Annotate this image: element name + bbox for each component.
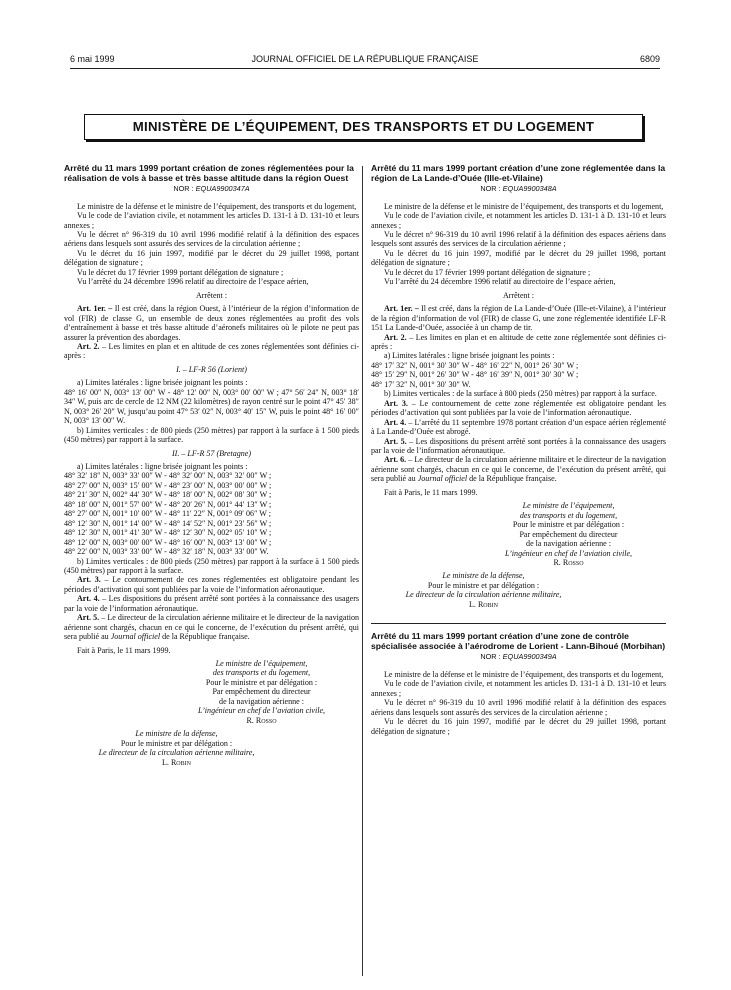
nor-code: EQUA9900348A [502, 184, 557, 194]
right-column [371, 164, 666, 736]
zone-point-line: 48° 15′ 29″ N, 001° 26′ 30″ W - 48° 16′ 39″ N, 001° 30′ 30″ W ; [371, 370, 579, 380]
preamble-line: Vu le décret du 16 juin 1997, modifié par le décret du 29 juillet 1998, portant délégation de signature ; [64, 248, 359, 268]
article-label: Art. 2. [77, 341, 100, 351]
zone-point-line: 48° 12′ 30″ N, 001° 41′ 30″ W - 48° 12′ 30″ N, 002° 05′ 10″ W ; [64, 528, 272, 538]
nor-label: NOR : [480, 184, 501, 194]
zone-lateral-limits: a) Limites latérales : ligne brisée joignant les points : [384, 351, 555, 361]
article-label: Art. 2. [384, 332, 407, 342]
signatory-name: L. Robin [162, 757, 191, 767]
signature-block: Le ministre de l’équipement, des transports et du logement, Pour le ministre et par délégation : Par empêchement du directeur de la navigation aérienne : L’ingénieur en chef de l’aviation civile, R. Rosso [371, 501, 666, 567]
zone-point-line: 48° 22′ 00″ N, 003° 33′ 00″ W - 48° 32′ 18″ N, 003° 33′ 00″ W. [64, 547, 269, 557]
decree-title: Arrêté du 11 mars 1999 portant création de zones réglementées pour la réalisation de vols à basse et très basse altitude dans la région Ouest [64, 163, 354, 183]
zone-point-line: 48° 32′ 18″ N, 003° 33′ 00″ W - 48° 32′ 00″ N, 003° 32′ 00″ W ; [64, 471, 272, 481]
zone-point-line: 48° 18′ 00″ N, 001° 57′ 00″ W - 48° 20′ 26″ N, 001° 44′ 13″ W ; [64, 499, 272, 509]
left-column [64, 164, 359, 767]
article-2: Art. 2. – Les limites en plan et en altitude de ces zones réglementées sont définies ci-après : [64, 341, 360, 361]
signature-block: Le ministre de la défense, Pour le ministre et par délégation : Le directeur de la circulation aérienne militaire, L. Robin [64, 729, 359, 767]
article-2: Art. 2. – Les limites en plan et en altitude de cette zone réglementée sont définies ci-après : [371, 332, 666, 351]
article-4: Art. 4. – L’arrêté du 11 septembre 1978 portant création d’un espace aérien réglementé à La Lande-d’Ouée est abrogé. [371, 417, 667, 437]
article-3: Art. 3. – Le contournement de ces zones réglementées est obligatoire pendant les périodes d’activation qui sont publiées par la voie de l’information aéronautique. [64, 575, 359, 594]
header-page-number: 6809 [639, 54, 660, 64]
signatory-name: R. Rosso [246, 715, 277, 725]
zone-points: 48° 16′ 00″ N, 003° 13′ 00″ W - 48° 12′ 00″ N, 003° 00′ 00″ W ; 47° 56′ 24″ N, 003° 18′ 34″ W, puis arc de cercle de 12 NM (22 kilomètres) de rayon centré sur le point 47° 45′ 38″ N, 003° 26′ 20″ W, jusqu’au point 47° 53′ 02″ N, 003° 40′ 15″ W, puis le point 48° 16′ 00″ N, 003° 13′ 00″ W. [64, 387, 359, 426]
article-label: Art. 5. [77, 613, 100, 623]
article-5: Art. 5. – Les dispositions du présent arrêté sont portées à la connaissance des usagers par la voie de l’information aéronautique. [371, 436, 667, 455]
zone-vertical-limits: b) Limites verticales : de 800 pieds (250 mètres) par rapport à la surface à 1 500 pieds (450 mètres) par rapport à la surface. [64, 556, 359, 575]
article-label: Art. 1er. – [77, 304, 113, 314]
signing-place-date: Fait à Paris, le 11 mars 1999. [384, 487, 478, 497]
nor-reference [64, 184, 359, 193]
article-label: Art. 3. [77, 575, 101, 585]
signature-block: Le ministre de la défense, Pour le ministre et par délégation : Le directeur de la circulation aérienne militaire, L. Robin [371, 571, 666, 609]
column-divider [362, 166, 363, 976]
zone-vertical-limits: b) Limites verticales : de 800 pieds (250 mètres) par rapport à la surface à 1 500 pieds (450 mètres) par rapport à la surface. [64, 425, 359, 445]
zone-vertical-limits: b) Limites verticales : de la surface à 800 pieds (250 mètres) par rapport à la surface. [384, 389, 657, 399]
preamble-line: Le ministre de la défense et le ministre de l’équipement, des transports et du logement, [384, 201, 664, 211]
zone-point-line: 48° 17′ 32″ N, 001° 30′ 30″ W - 48° 16′ 22″ N, 001° 26′ 30″ W ; [371, 360, 579, 370]
preamble-line: Vu le code de l’aviation civile, et notamment les articles D. 131-1 à D. 131-10 et leurs annexes ; [371, 211, 666, 230]
signing-place-date: Fait à Paris, le 11 mars 1999. [77, 645, 171, 655]
arretent-heading: Arrêtent : [502, 290, 535, 300]
preamble-line: Vu l’arrêté du 24 décembre 1996 relatif au directoire de l’espace aérien, [384, 277, 616, 287]
preamble-line: Vu le décret du 17 février 1999 portant délégation de signature ; [384, 267, 591, 277]
preamble-line: Vu le décret n° 96-319 du 10 avril 1996 modifié relatif à la définition des espaces aériens dans lesquels sont assurés des services de la circulation aérienne ; [371, 698, 666, 717]
preamble-line: Le ministre de la défense et le ministre de l’équipement, des transports et du logement, [77, 201, 357, 211]
article-label: Art. 4. [77, 594, 100, 604]
signature-block: Le ministre de l’équipement, des transports et du logement, Pour le ministre et par délégation : Par empêchement du directeur de la navigation aérienne : L’ingénieur en chef de l’aviation civile, R. Rosso [64, 659, 359, 725]
preamble-line: Vu le code de l’aviation civile, et notamment les articles D. 131-1 à D. 131-10 et leurs annexes ; [64, 211, 359, 230]
decree-title: Arrêté du 11 mars 1999 portant création d’une zone de contrôle spécialisée associée à l’aérodrome de Lorient - Lann-Bihoué (Morbihan) [371, 631, 666, 651]
signatory-name: R. Rosso [553, 557, 584, 567]
preamble-line: Vu le décret n° 96-319 du 10 avril 1996 relatif à la définition des espaces aériens dans lesquels sont assurés des services de la circulation aérienne ; [371, 230, 666, 249]
nor-reference [371, 184, 666, 193]
nor-code: EQUA9900347A [195, 184, 250, 194]
article-label: Art. 3. [384, 398, 408, 408]
article-label: Art. 5. [384, 436, 407, 446]
nor-code: EQUA9900349A [502, 652, 557, 662]
article-4: Art. 4. – Les dispositions du présent arrêté sont portées à la connaissance des usagers par la voie de l’information aéronautique. [64, 594, 360, 613]
zone-point-line: 48° 12′ 00″ N, 003° 00′ 00″ W - 48° 16′ 00″ N, 003° 13′ 00″ W ; [64, 537, 272, 547]
preamble-line: Vu l’arrêté du 24 décembre 1996 relatif au directoire de l’espace aérien, [77, 277, 309, 287]
article-label: Art. 6. [384, 455, 407, 465]
ministry-banner: MINISTÈRE DE L’ÉQUIPEMENT, DES TRANSPORTS ET DU LOGEMENT [84, 114, 643, 140]
nor-label: NOR : [480, 652, 501, 662]
preamble-line: Vu le décret du 16 juin 1997, modifié par le décret du 29 juillet 1998, portant délégation de signature ; [371, 248, 666, 268]
preamble-line: Vu le décret du 17 février 1999 portant délégation de signature ; [77, 267, 284, 277]
header-journal-title: JOURNAL OFFICIEL DE LA RÉPUBLIQUE FRANÇAISE [251, 54, 479, 64]
article-5: Art. 5. – Le directeur de la circulation aérienne militaire et le directeur de la navigation aérienne sont chargés, chacun en ce qui le concerne, de l’exécution du présent arrêté, qui sera publié au Journal officiel de la République française. [64, 613, 359, 642]
arretent-heading: Arrêtent : [195, 290, 228, 300]
article-1: Art. 1er. – Il est créé, dans la région Ouest, à l’intérieur de la région d’information de vol (FIR) de classe G, un ensemble de deux zones réglementées au profit des vols d’entraînement à basse et très basse altitude d’aéronefs militaires où le pilote ne peut pas assurer la prévention des abordages. [64, 304, 360, 342]
signatory-name: L. Robin [469, 599, 498, 609]
zone-heading: II. – LF-R 57 (Bretagne) [171, 448, 252, 458]
zone-point-line: 48° 17′ 32″ N, 001° 30′ 30″ W. [371, 379, 471, 389]
zone-lateral-limits: a) Limites latérales : ligne brisée joignant les points : [77, 461, 248, 471]
preamble-line: Vu le décret du 16 juin 1997, modifié par le décret du 29 juillet 1998, portant délégation de signature ; [371, 717, 666, 736]
article-label: Art. 1er. – [384, 304, 419, 314]
zone-point-line: 48° 12′ 30″ N, 001° 14′ 00″ W - 48° 14′ 52″ N, 001° 23′ 56″ W ; [64, 518, 272, 528]
preamble-line: Le ministre de la défense et le ministre de l’équipement, des transports et du logement, [384, 669, 664, 679]
header-date: 6 mai 1999 [70, 54, 115, 64]
zone-heading: I. – LF-R 56 (Lorient) [176, 364, 247, 374]
running-header [70, 54, 660, 68]
preamble-line: Vu le décret n° 96-319 du 10 avril 1996 modifié relatif à la définition des espaces aériens dans lesquels sont assurés des services de la circulation aérienne ; [64, 230, 359, 249]
decree-title: Arrêté du 11 mars 1999 portant création d’une zone réglementée dans la région de La Lande-d’Ouée (Ille-et-Vilaine) [371, 163, 666, 183]
zone-point-line: 48° 21′ 30″ N, 002° 44′ 30″ W - 48° 18′ 00″ N, 002° 08′ 30″ W ; [64, 490, 272, 500]
preamble-line: Vu le code de l’aviation civile, et notamment les articles D. 131-1 à D. 131-10 et leurs annexes ; [371, 679, 666, 698]
article-label: Art. 4. [384, 417, 407, 427]
zone-lateral-limits: a) Limites latérales : ligne brisée joignant les points : [77, 378, 248, 388]
zone-point-line: 48° 27′ 00″ N, 003° 15′ 00″ W - 48° 23′ 00″ N, 003° 00′ 00″ W ; [64, 480, 272, 490]
nor-label: NOR : [173, 184, 194, 194]
article-1: Art. 1er. – Il est créé, dans la région de La Lande-d’Ouée (Ille-et-Vilaine), à l’intérieur de la région d’information de vol (FIR) de classe G, une zone réglementée identifiée LF-R 151 La Lande-d’Ouée, associée à un champ de tir. [371, 304, 666, 333]
decree-separator [371, 623, 666, 736]
article-6: Art. 6. – Le directeur de la circulation aérienne militaire et le directeur de la navigation aérienne sont chargés, chacun en ce qui le concerne, de l’exécution du présent arrêté, qui sera publié au Journal officiel de la République française. [371, 455, 666, 484]
nor-reference [371, 652, 666, 661]
article-3: Art. 3. – Le contournement de cette zone réglementée est obligatoire pendant les périodes d’activation qui sont publiées par la voie de l’information aéronautique. [371, 398, 667, 418]
zone-point-line: 48° 27′ 00″ N, 001° 10′ 00″ W - 48° 11′ 22″ N, 001° 09′ 06″ W ; [64, 509, 271, 519]
header-rule [70, 68, 660, 69]
